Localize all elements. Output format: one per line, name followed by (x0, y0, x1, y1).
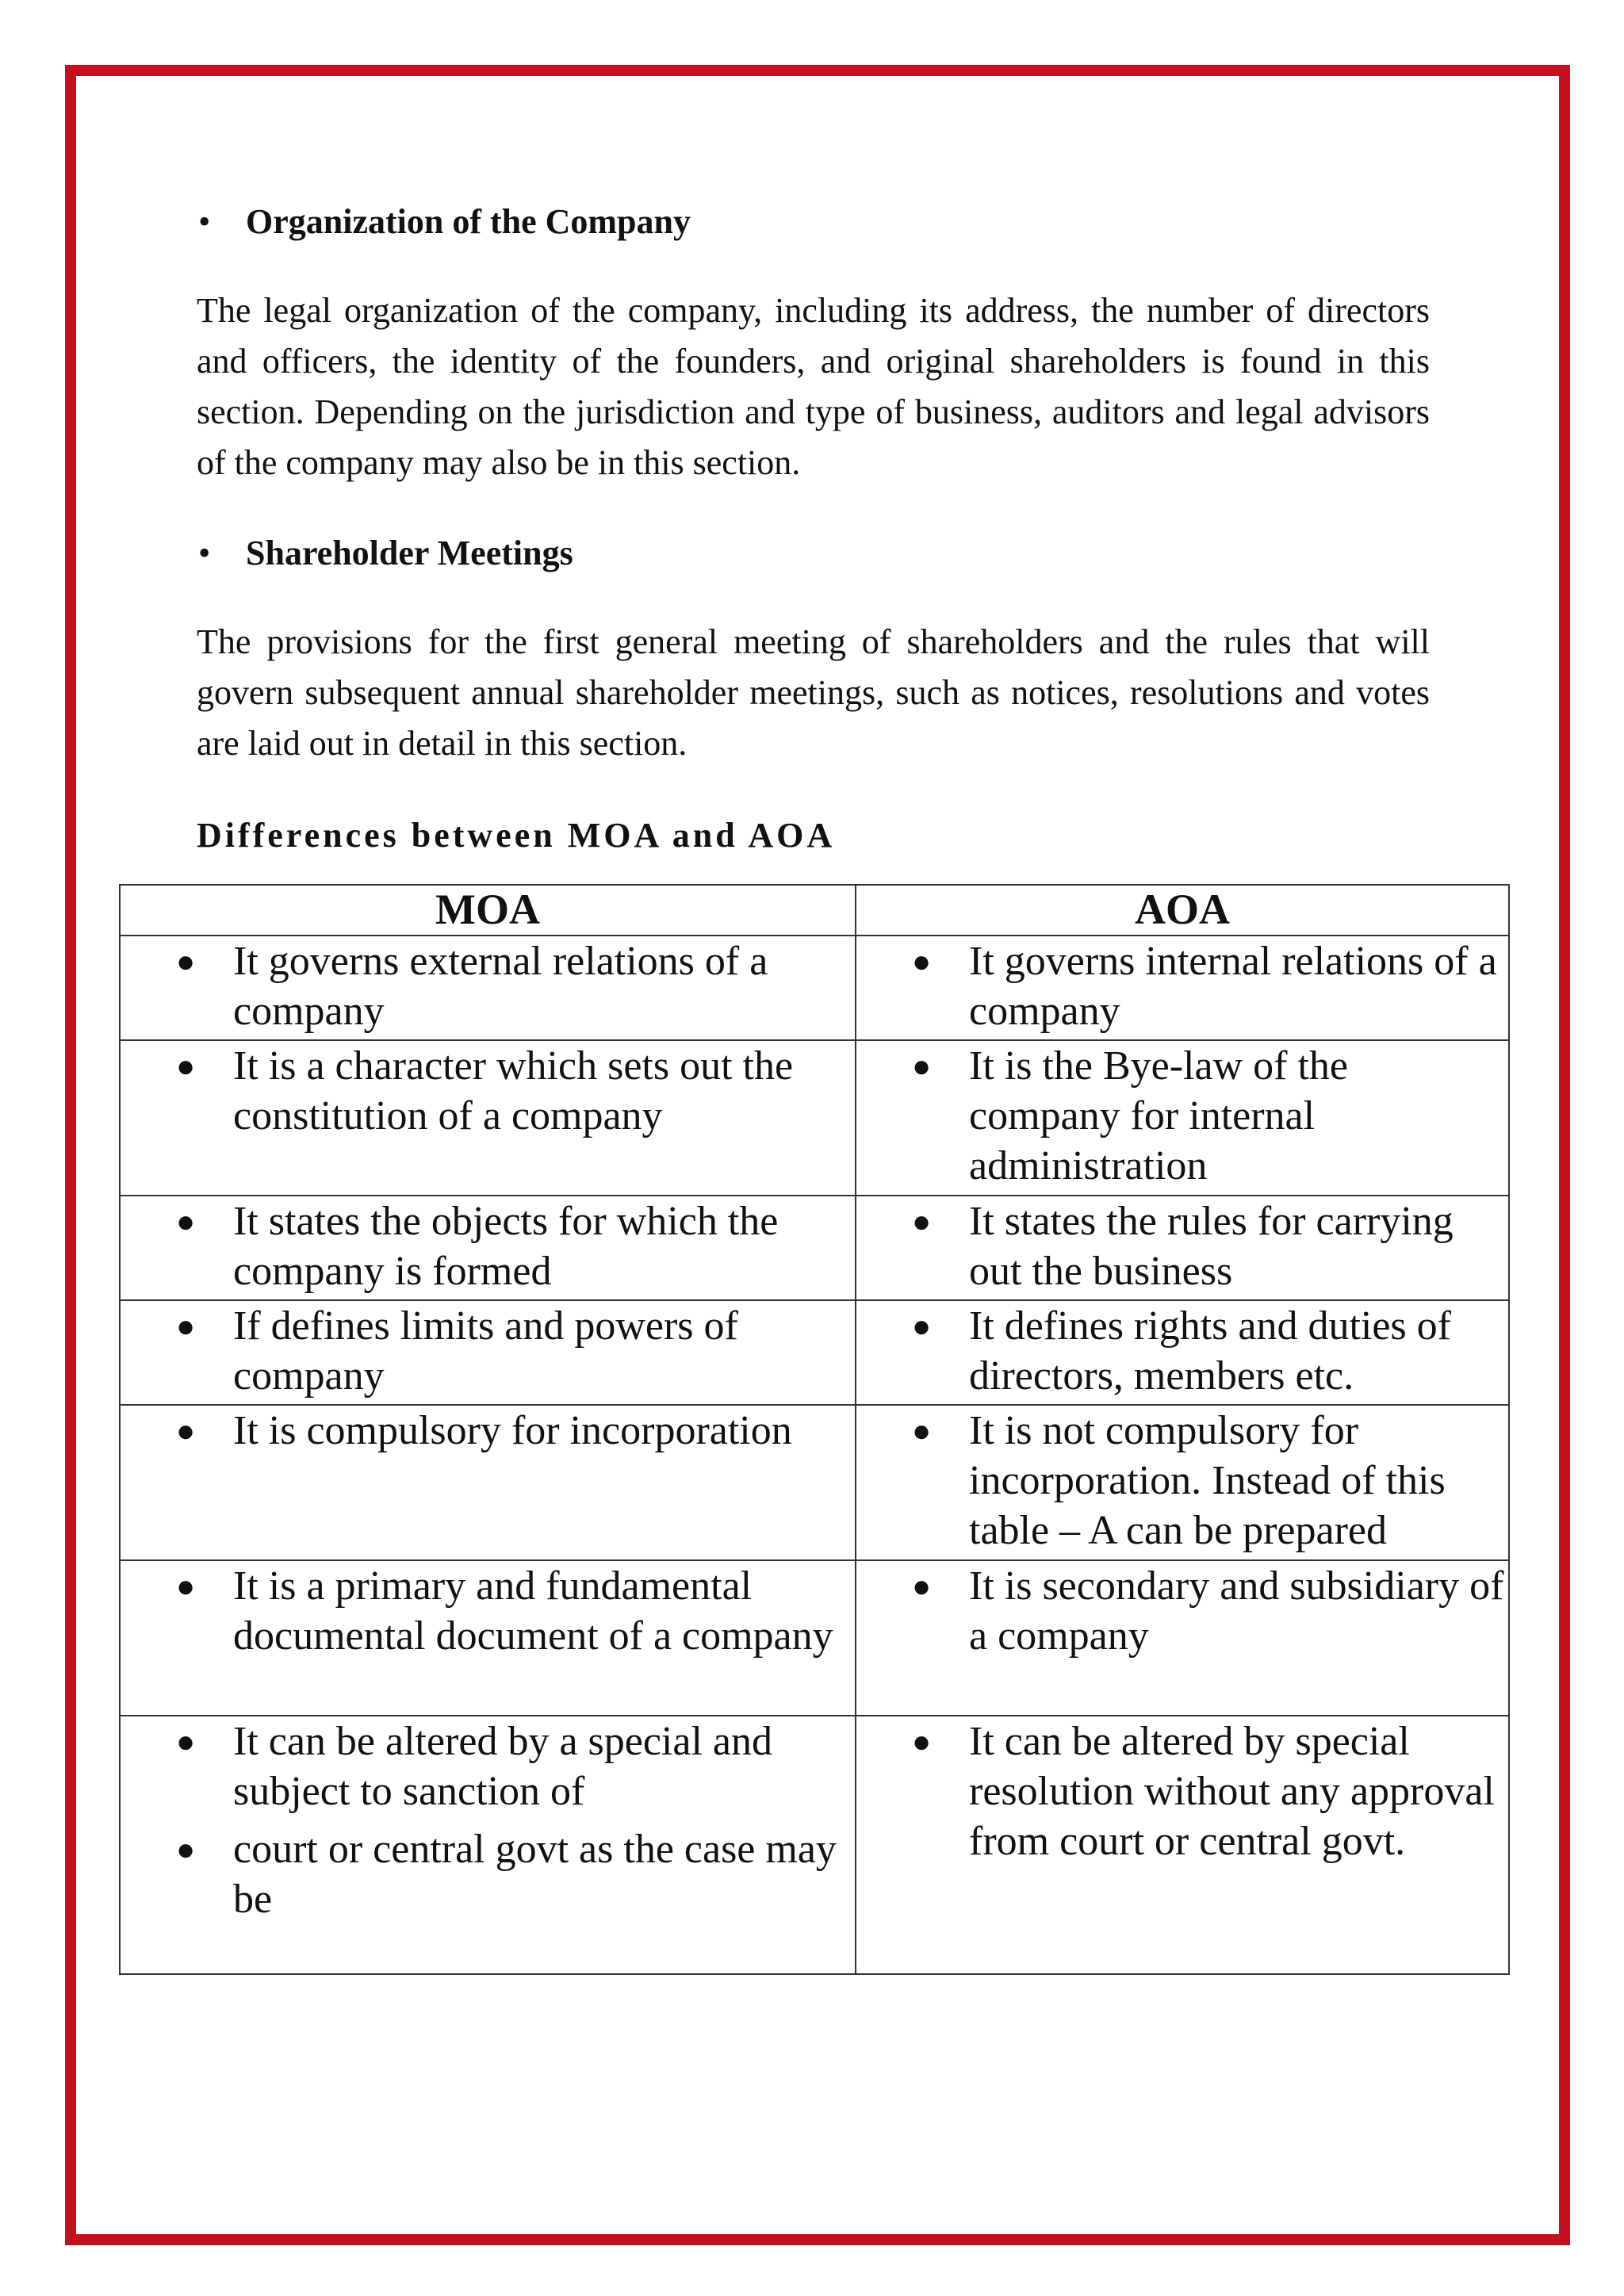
bullet-icon: ● (912, 1724, 932, 1759)
bullet-icon: ● (176, 1413, 196, 1448)
moa-cell (120, 1300, 856, 1405)
bullet-icon: ● (912, 943, 932, 979)
list-item: ● It governs internal relations of a company (969, 936, 1508, 1036)
list-item: ● It is secondary and subsidiary of a company (969, 1561, 1508, 1661)
column-header-moa: MOA (120, 885, 856, 936)
bullet-icon: ● (912, 1048, 932, 1084)
bullet-icon: ● (176, 1831, 196, 1867)
table-row (120, 1300, 1509, 1405)
moa-cell (120, 1040, 856, 1196)
bullet-icon: ● (176, 1724, 196, 1759)
bullet-icon: ● (176, 943, 196, 979)
aoa-cell (856, 1196, 1509, 1300)
list-item: ● It is a character which sets out the constitution of a company (233, 1041, 855, 1141)
moa-cell (120, 1560, 856, 1716)
list-item: ● court or central govt as the case may be (233, 1824, 855, 1924)
list-item: ● It governs external relations of a company (233, 936, 855, 1036)
section-paragraph-organization: The legal organization of the company, including its address, the number of directors and officers, the identity of the founders, and original shareholders is found in this section. Depending on the jurisdiction and type of business, auditors and legal advisors of the company may also be in this section. (197, 291, 1430, 482)
list-item: ● It states the objects for which the company is formed (233, 1196, 855, 1296)
list-item: ● It defines rights and duties of directors, members etc. (969, 1301, 1508, 1401)
bullet-icon: ● (176, 1048, 196, 1084)
bullet-icon: ● (912, 1203, 932, 1239)
table-title: Differences between MOA and AOA (197, 816, 836, 855)
comparison-table (119, 884, 1510, 1975)
bullet-icon: ● (912, 1568, 932, 1604)
bullet-icon: • (198, 534, 211, 572)
list-item: ● It can be altered by a special and subject to sanction of (233, 1716, 855, 1816)
list-item: ● It is a primary and fundamental documental document of a company (233, 1561, 855, 1661)
list-item: ● It is the Bye-law of the company for internal administration (969, 1041, 1508, 1191)
bullet-icon: ● (912, 1413, 932, 1448)
aoa-cell (856, 1716, 1509, 1974)
aoa-cell (856, 1300, 1509, 1405)
table-row (120, 936, 1509, 1040)
moa-cell (120, 1716, 856, 1974)
bullet-icon: ● (176, 1568, 196, 1604)
bullet-icon: ● (176, 1203, 196, 1239)
section-heading-organization: • Organization of the Company (198, 202, 691, 241)
aoa-cell (856, 1405, 1509, 1560)
moa-cell (120, 1405, 856, 1560)
aoa-cell (856, 936, 1509, 1040)
column-header-aoa: AOA (856, 885, 1509, 936)
list-item: ● It can be altered by special resolution without any approval from court or central govt. (969, 1716, 1508, 1866)
list-item: ● It states the rules for carrying out the business (969, 1196, 1508, 1296)
list-item: ● It is not compulsory for incorporation. Instead of this table – A can be prepared (969, 1406, 1508, 1556)
aoa-cell (856, 1040, 1509, 1196)
table-row (120, 1196, 1509, 1300)
bullet-icon: ● (176, 1308, 196, 1344)
list-item: ● If defines limits and powers of company (233, 1301, 855, 1401)
table-row (120, 1405, 1509, 1560)
table-row (120, 1716, 1509, 1974)
moa-cell (120, 936, 856, 1040)
moa-cell (120, 1196, 856, 1300)
list-item: ● It is compulsory for incorporation (233, 1406, 855, 1456)
table-row (120, 1560, 1509, 1716)
table-row (120, 1040, 1509, 1196)
table-header-row (120, 885, 1509, 936)
bullet-icon: ● (912, 1308, 932, 1344)
bullet-icon: • (198, 202, 211, 241)
section-paragraph-shareholder-meetings: The provisions for the first general meeting of shareholders and the rules that will govern subsequent annual shareholder meetings, such as notices, resolutions and votes are laid out in detail in this section. (197, 622, 1430, 763)
aoa-cell (856, 1560, 1509, 1716)
section-heading-shareholder-meetings: • Shareholder Meetings (198, 534, 573, 572)
